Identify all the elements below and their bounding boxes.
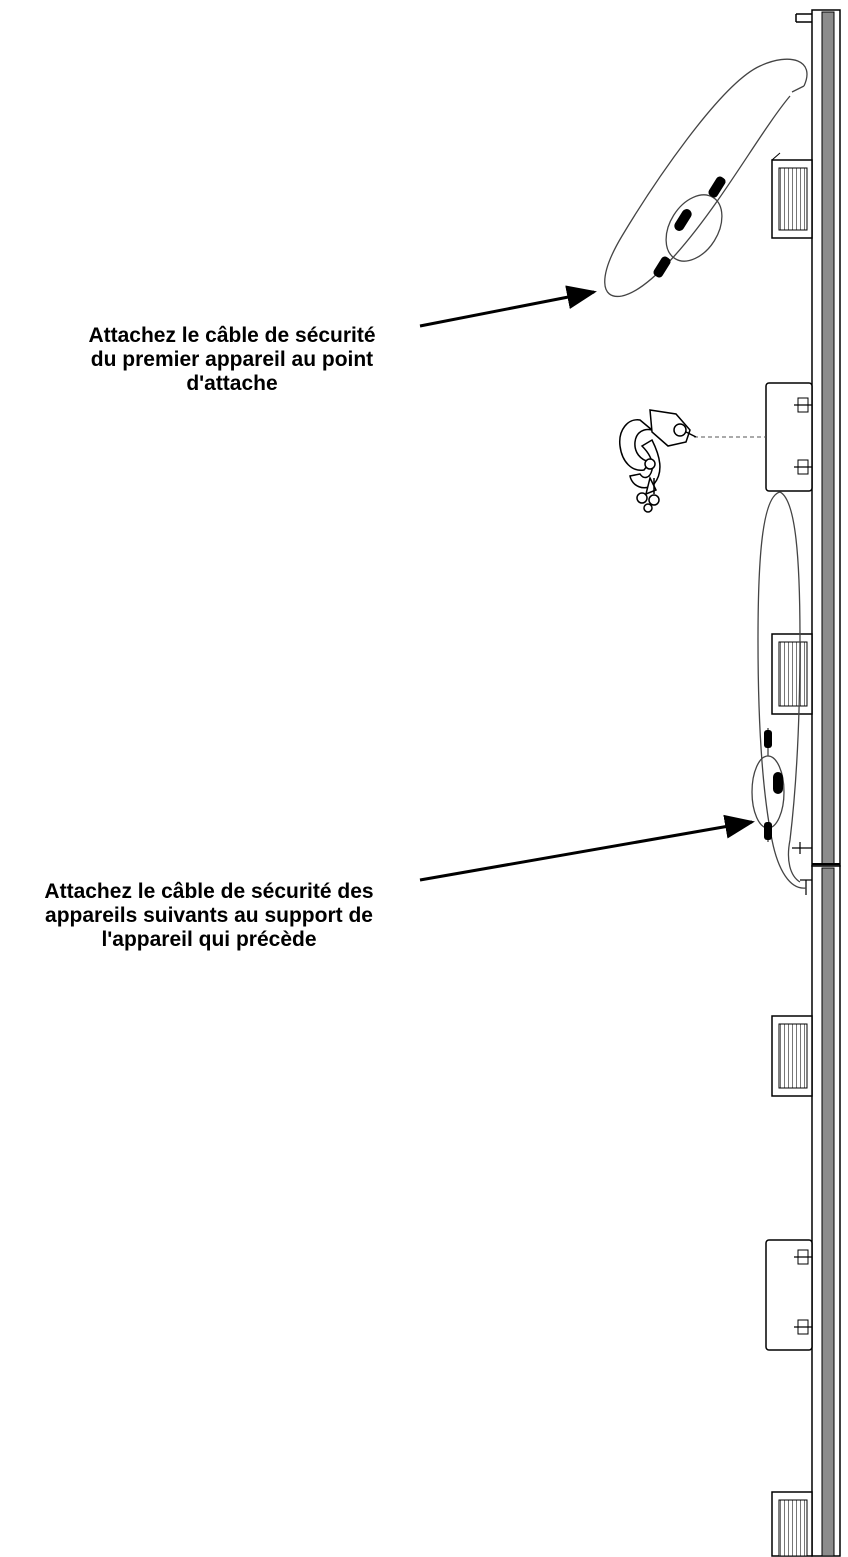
callout-first-fixture (40, 324, 424, 396)
callout-line: appareils suivants au support de (45, 904, 373, 927)
vent-block (772, 153, 812, 238)
callout-following-fixtures (4, 880, 414, 952)
callout-line: Attachez le câble de sécurité (88, 324, 376, 347)
fixture-rail-upper (812, 10, 840, 866)
mounting-bracket (766, 383, 812, 491)
arrow-icon (420, 822, 752, 880)
fixture-rail-lower (812, 866, 840, 1556)
rail-top-cap (796, 14, 812, 22)
callout-line: l'appareil qui précède (101, 928, 317, 951)
vent-block (772, 634, 812, 714)
callout-line: du premier appareil au point (90, 348, 374, 371)
joint-hook (792, 842, 812, 895)
mounting-bracket (766, 1240, 812, 1350)
vent-block (772, 1016, 812, 1096)
vent-block (772, 1492, 812, 1556)
callout-line: Attachez le câble de sécurité des (44, 880, 374, 903)
pipe-clamp-icon (620, 410, 696, 512)
arrow-icon (420, 292, 594, 326)
cable-ferrule (764, 730, 783, 840)
cable-ferrule (652, 175, 727, 279)
callout-line: d'attache (186, 372, 278, 395)
